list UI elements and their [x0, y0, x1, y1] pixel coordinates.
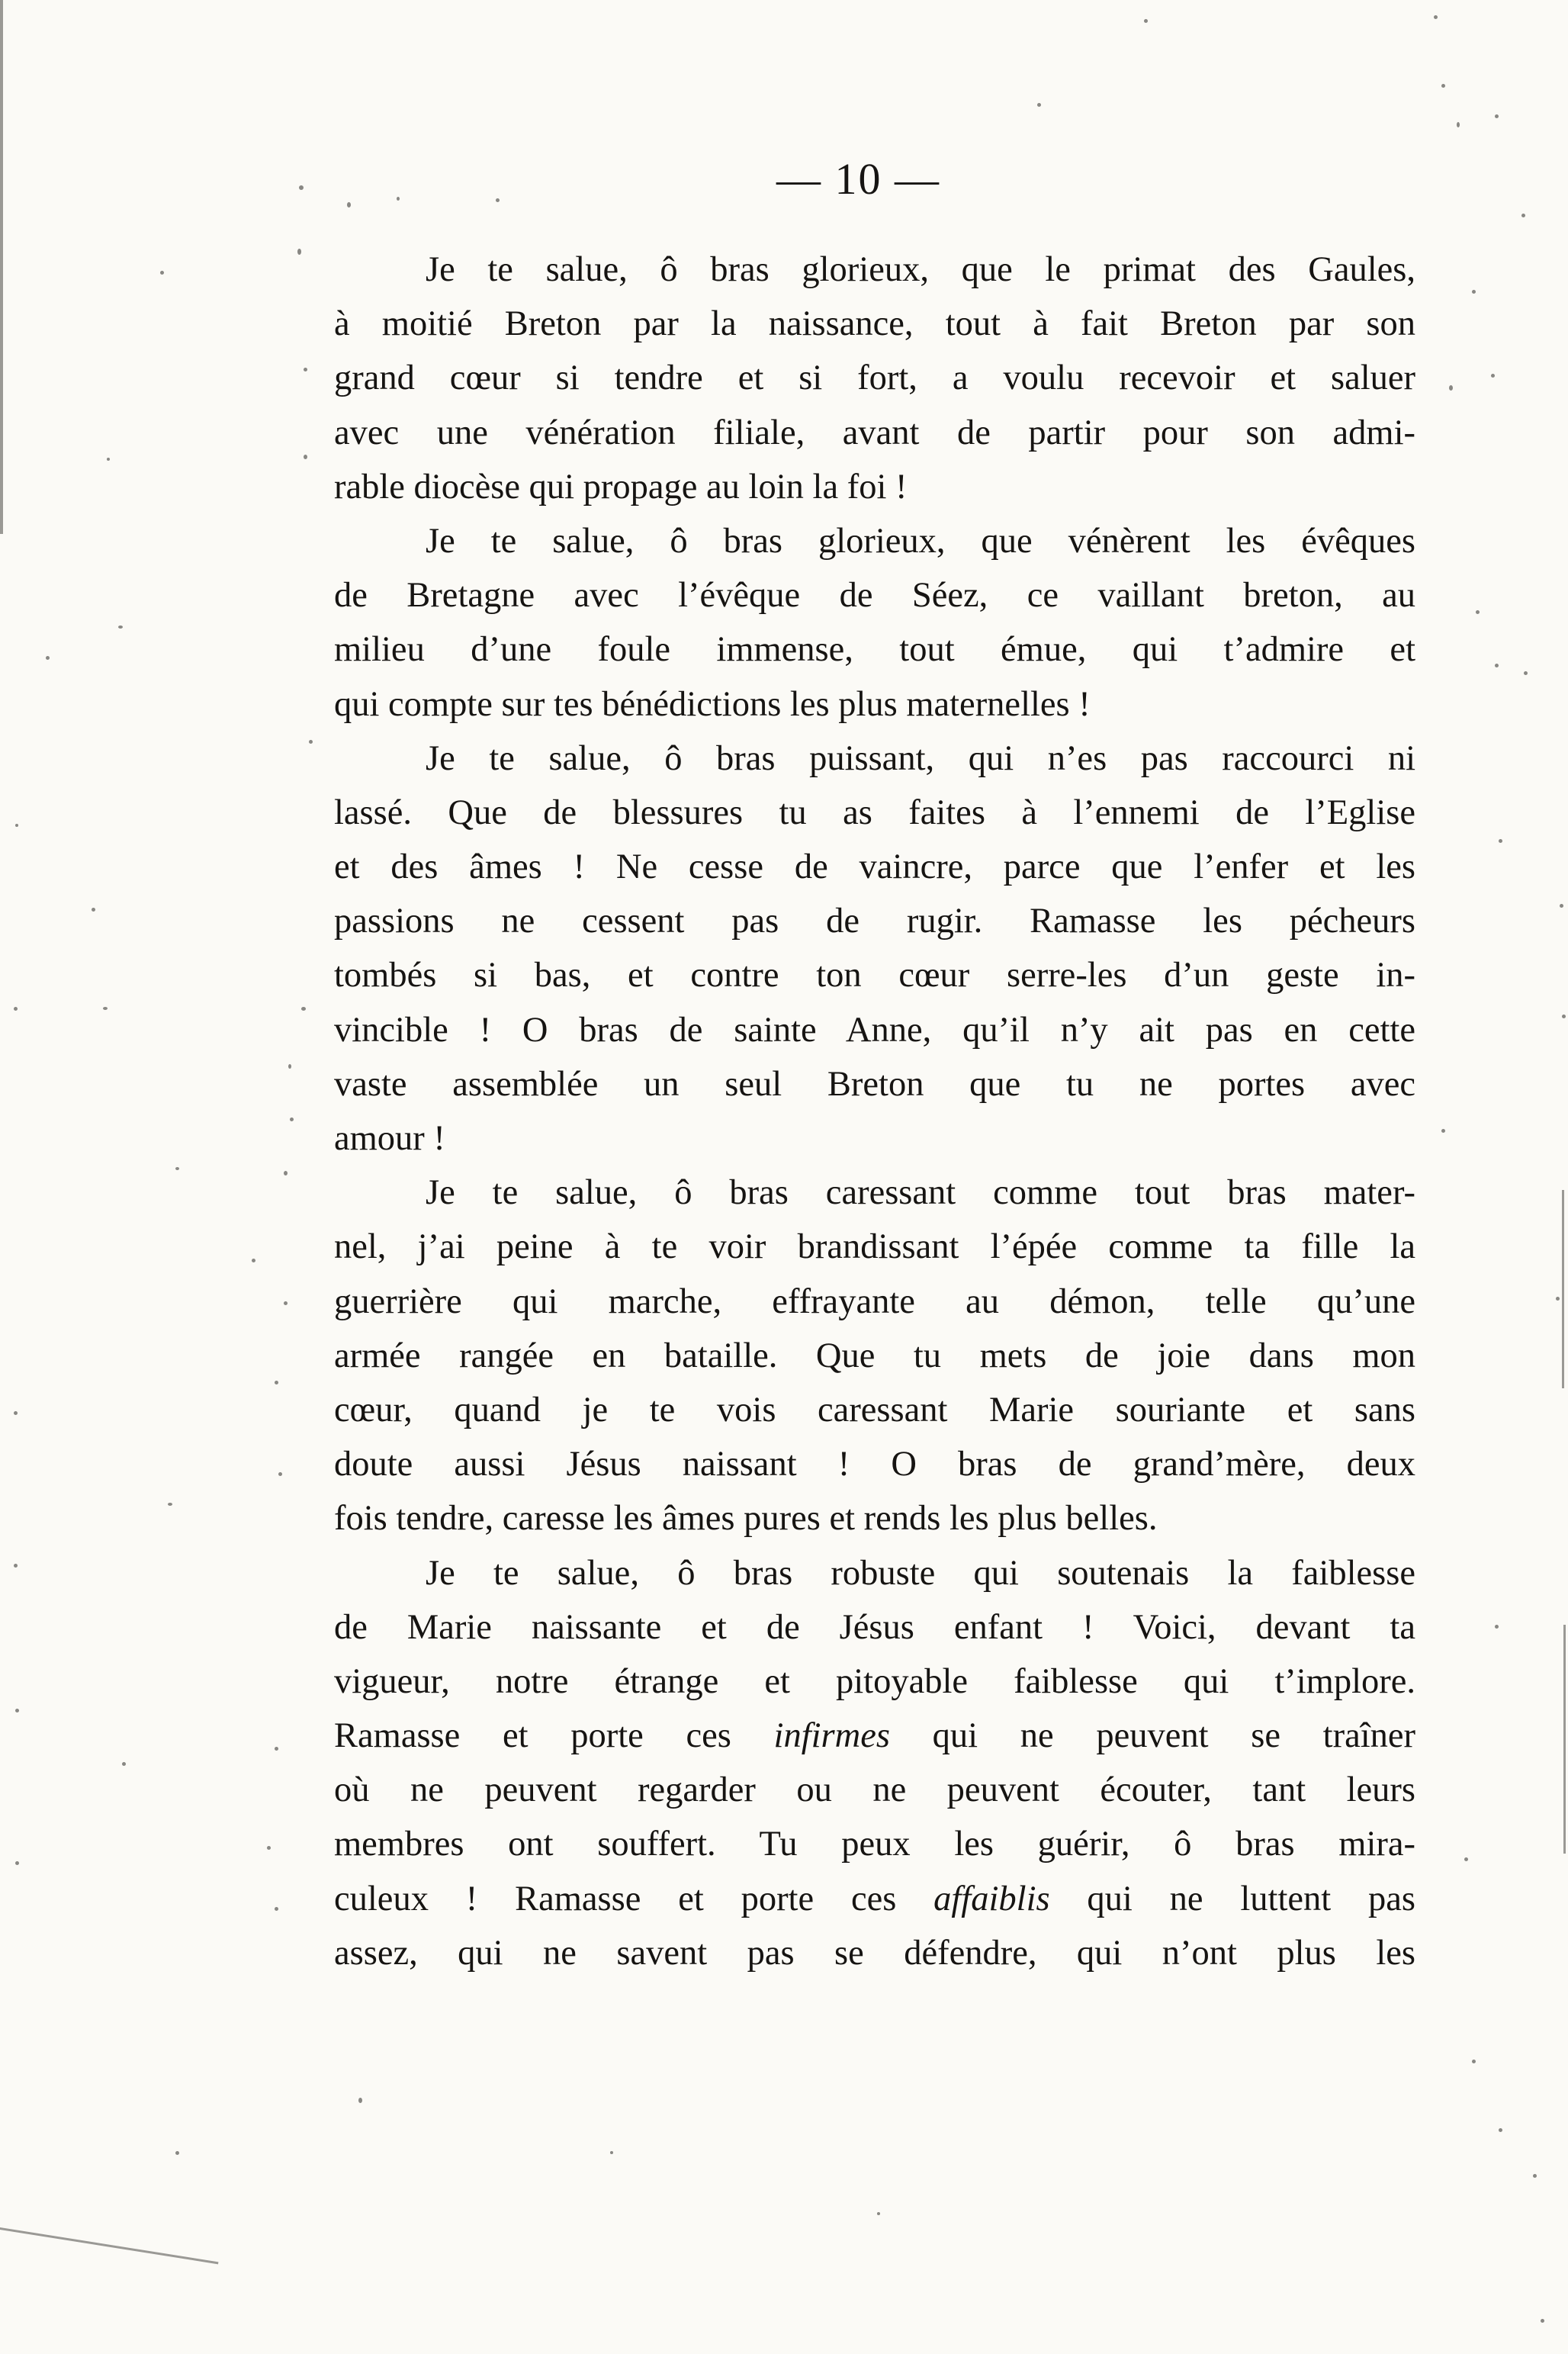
speck [103, 1007, 108, 1010]
text-line: avec une vénération filiale, avant de partir pour son admi- [334, 413, 1415, 452]
text-line: lassé. Que de blessures tu as faites à l’ennemi de l’Eglise [334, 793, 1415, 832]
speck [1144, 19, 1148, 23]
text-line: amour ! [334, 1119, 445, 1158]
speck [1464, 1857, 1468, 1861]
speck [297, 249, 301, 255]
speck [301, 1007, 306, 1011]
text-line: doute aussi Jésus naissant ! O bras de grand’mère, deux [334, 1445, 1415, 1484]
speck [290, 1118, 294, 1121]
speck [1472, 290, 1476, 294]
paragraph [334, 514, 1415, 732]
speck [122, 1762, 126, 1766]
text-line: milieu d’une foule immense, tout émue, qui t’admire et [334, 630, 1415, 670]
speck [15, 1861, 19, 1865]
text-line: de Marie naissante et de Jésus enfant ! Voici, devant ta [334, 1607, 1415, 1647]
speck [107, 458, 110, 461]
speck [175, 2151, 179, 2155]
text-line: tombés si bas, et contre ton cœur serre-les d’un geste in- [334, 956, 1415, 995]
speck [1499, 2128, 1502, 2132]
speck [358, 2098, 362, 2103]
speck [1457, 122, 1460, 127]
speck [1495, 114, 1499, 118]
page-number: — 10 — [776, 154, 940, 204]
paragraph [334, 243, 1415, 514]
speck [284, 1301, 288, 1305]
text-run: qui ne luttent pas [1049, 1879, 1415, 1918]
bottom-left-scratch [0, 2227, 218, 2264]
speck [92, 908, 95, 912]
speck [304, 455, 307, 459]
speck [309, 740, 313, 744]
text-line: où ne peuvent regarder ou ne peuvent écouter, tant leurs [334, 1770, 1415, 1810]
speck [877, 2212, 880, 2215]
text-line: membres ont souffert. Tu peux les guérir, ô bras mira- [334, 1825, 1415, 1864]
left-edge-shadow [0, 0, 3, 534]
text-line: nel, j’ai peine à te voir brandissant l’épée comme ta fille la [334, 1227, 1415, 1267]
speck [1521, 214, 1525, 217]
text-line: vincible ! O bras de sainte Anne, qu’il n’y ait pas en cette [334, 1010, 1415, 1050]
speck [1499, 839, 1502, 843]
speck [610, 2151, 613, 2154]
speck [496, 198, 500, 202]
speck [1472, 2060, 1476, 2063]
speck [1449, 385, 1453, 391]
speck [284, 1171, 288, 1175]
speck [1533, 2174, 1537, 2178]
speck [1556, 1297, 1560, 1301]
text-line: de Bretagne avec l’évêque de Séez, ce vaillant breton, au [334, 576, 1415, 616]
text-line [334, 1709, 1415, 1763]
speck [15, 1709, 19, 1712]
speck [15, 824, 18, 827]
paragraph [334, 1546, 1415, 1981]
italic-word: infirmes [773, 1716, 890, 1756]
speck [14, 1007, 18, 1011]
text-line: Je te salue, ô bras glorieux, que le primat des Gaules, [426, 250, 1415, 289]
speck [1560, 904, 1563, 908]
speck [275, 1747, 278, 1751]
speck [299, 185, 304, 190]
speck [160, 271, 164, 275]
text-run: culeux ! Ramasse et porte ces [334, 1879, 934, 1918]
text-line: Je te salue, ô bras puissant, qui n’es pas raccourci ni [426, 738, 1415, 778]
speck [1434, 15, 1438, 19]
text-line: armée rangée en bataille. Que tu mets de joie dans mon [334, 1336, 1415, 1375]
speck [347, 202, 351, 207]
text-run: qui ne peuvent se traîner [889, 1716, 1415, 1756]
speck [304, 368, 307, 371]
text-line: cœur, quand je te vois caressant Marie souriante et sans [334, 1390, 1415, 1429]
text-line: passions ne cessent pas de rugir. Ramasse les pécheurs [334, 902, 1415, 941]
text-line: grand cœur si tendre et si fort, a voulu recevoir et saluer [334, 359, 1415, 398]
text-line: vigueur, notre étrange et pitoyable faiblesse qui t’implore. [334, 1661, 1415, 1701]
paragraph [334, 1166, 1415, 1545]
body-text [334, 243, 1415, 1980]
speck [288, 1064, 291, 1069]
text-line: assez, qui ne savent pas se défendre, qui n’ont plus les [334, 1933, 1415, 1973]
right-edge-mark [1562, 1190, 1564, 1388]
speck [1476, 610, 1480, 614]
speck [14, 1411, 18, 1415]
text-line: à moitié Breton par la naissance, tout à fait Breton par son [334, 304, 1415, 344]
speck [278, 1472, 282, 1476]
speck [252, 1259, 255, 1262]
italic-word: affaiblis [933, 1879, 1050, 1918]
text-line: qui compte sur tes bénédictions les plus maternelles ! [334, 684, 1091, 724]
speck [175, 1167, 179, 1170]
speck [1524, 671, 1528, 675]
text-line: Je te salue, ô bras caressant comme tout bras mater- [426, 1173, 1415, 1213]
speck [168, 1503, 172, 1506]
speck [1562, 1015, 1566, 1018]
text-line: rable diocèse qui propage au loin la foi ! [334, 467, 908, 506]
text-run: Ramasse et porte ces [334, 1716, 774, 1756]
speck [267, 1846, 271, 1850]
text-line: Je te salue, ô bras robuste qui soutenais la faiblesse [426, 1553, 1415, 1593]
text-line [334, 1872, 1415, 1926]
text-line: Je te salue, ô bras glorieux, que vénèrent les évêques [426, 521, 1415, 561]
speck [275, 1907, 278, 1911]
speck [1441, 84, 1445, 88]
speck [1037, 103, 1041, 107]
text-line: guerrière qui marche, effrayante au démon, telle qu’une [334, 1282, 1415, 1321]
speck [275, 1381, 278, 1384]
text-line: et des âmes ! Ne cesse de vaincre, parce que l’enfer et les [334, 847, 1415, 887]
speck [1441, 1129, 1445, 1133]
speck [14, 1564, 18, 1568]
right-edge-mark-2 [1563, 1625, 1566, 1854]
text-line: fois tendre, caresse les âmes pures et rends les plus belles. [334, 1499, 1158, 1539]
speck [1541, 2319, 1544, 2323]
speck [118, 625, 123, 629]
speck [1491, 374, 1495, 378]
text-line: vaste assemblée un seul Breton que tu ne portes avec [334, 1064, 1415, 1104]
speck [1495, 1625, 1499, 1629]
paragraph [334, 732, 1415, 1166]
speck [397, 197, 400, 201]
speck [1495, 664, 1499, 667]
speck [46, 656, 50, 660]
